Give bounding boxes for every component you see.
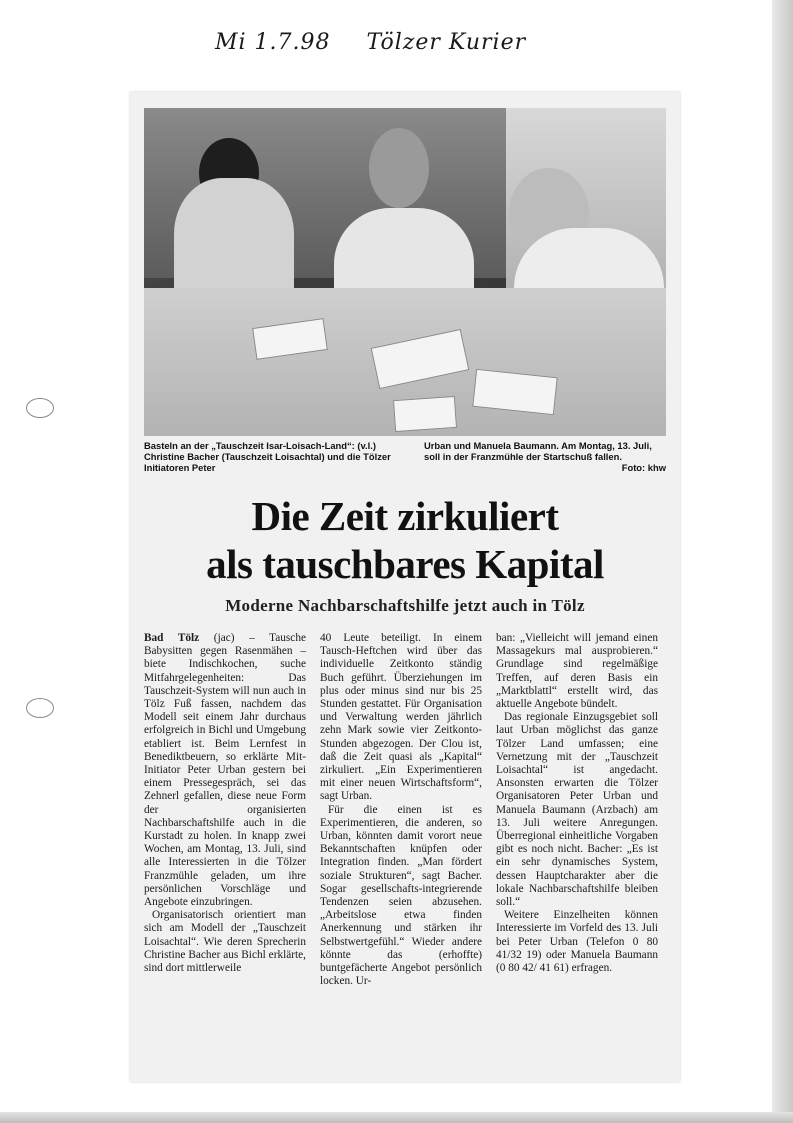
article-subheadline: Moderne Nachbarschaftshilfe jetzt auch in Tölz [225, 596, 585, 615]
paragraph: ban: „Vielleicht will jemand einen Massagekurs mal ausprobieren.“ Grundlage sind regelmäßige Treffen, auf deren Basis ein „Marktblattl“ erstellt wird, das aktuelle Angebote bündelt. [496, 632, 658, 711]
handwritten-note [215, 30, 555, 64]
caption-right-text: Urban und Manuela Baumann. Am Montag, 13. Juli, soll in der Franzmühle der Startschuß fallen. [424, 440, 652, 462]
article-body [144, 632, 658, 1012]
paragraph: Für die einen ist es Experimentieren, die anderen, so Urban, könnten damit vorort neue Bekanntschaften knüpfen oder Integration finden. „Man fördert soziale Strukturen“, sagt Bacher. Sogar gesellschafts-integrierende Tendenzen seien abzusehen. „Arbeitslose etwa finden Anerkennung und stärken ihr Selbstwertgefühl.“ Wieder andere könnte das (erhoffte) buntgefächerte Angebot persönlich locken. Ur- [320, 803, 482, 988]
paragraph-text: (jac) – Tausche Babysitten gegen Rasenmähen – biete Indischkochen, suche Mitfahrgelegenheiten: Das Tauschzeit-System will nun auch in Tölz Fuß fassen, nachdem das Modell seit einem Jahr durchaus erfolgreich in Bichl und Umgebung etabliert ist. Beim Lernfest in Benediktbeuern, so erklärte Mit-Initiator Peter Urban gestern bei einem Pressegespräch, sei das Zehnerl gefallen, diese neue Form der organisierten Nachbarschaftshilfe auch in die Kurstadt zu holen. In knapp zwei Wochen, am Montag, 13. Juli, sind alle Interessierten in die Tölzer Franzmühle geladen, um ihre persönlichen Vorschläge und Angebote einzubringen. [144, 632, 306, 909]
scan-right-edge-shadow [772, 0, 793, 1123]
caption-right [424, 440, 666, 484]
photo-credit: Foto: khw [621, 462, 666, 473]
article-photo [144, 108, 666, 436]
article-column-2 [320, 632, 482, 1012]
headline-line-1: Die Zeit zirkuliert [251, 493, 559, 539]
photo-caption [144, 440, 666, 484]
paragraph [144, 632, 306, 909]
paragraph: Organisatorisch orientiert man sich am Modell der „Tauschzeit Loisachtal“. Wie deren Sprecherin Christine Bacher aus Bichl erklärte, sind dort mittlerweile [144, 909, 306, 975]
paragraph: Weitere Einzelheiten können Interessierte im Vorfeld des 13. Juli bei Peter Urban (Telefon 0 80 41/32 19) oder Manuela Baumann (0 80 42/ 41 61) erfragen. [496, 909, 658, 975]
caption-left: Basteln an der „Tauschzeit Isar-Loisach-Land“: (v.l.) Christine Bacher (Tauschzeit Loisachtal) und die Tölzer Initiatoren Peter [144, 440, 391, 473]
handwritten-date: Mi 1.7.98 [215, 30, 331, 55]
newspaper-clipping [130, 92, 680, 1082]
paragraph: Das regionale Einzugsgebiet soll laut Urban möglichst das ganze Tölzer Land umfassen; eine Vernetzung mit der „Tauschzeit Loisachtal“ ist angedacht. Ansonsten erwarten die Tölzer Organisatoren Peter Urban und Manuela Baumann (Arzbach) am 13. Juli weitere Anregungen. Überregional einheitliche Vorgaben gibt es noch nicht. Bacher: „Es ist ein sehr dynamisches System, dessen Hauptcharakter aber die lokale Nachbarschaftshilfe bleiben soll.“ [496, 711, 658, 909]
article-column-3 [496, 632, 658, 1012]
article-headline [130, 492, 680, 588]
photo-person-middle-head [369, 128, 429, 208]
headline-line-2: als tauschbares Kapital [206, 541, 604, 587]
paragraph: 40 Leute beteiligt. In einem Tausch-Heftchen wird über das individuelle Zeitkonto ständig Buch geführt. Überziehungen im plus oder minus sind nur bis 25 Stunden gestattet. Für Organisation und Verwaltung werden jährlich zehn Mark sowie vier Zeitkonto-Stunden abgezogen. Der Clou ist, daß die Zeit quasi als „Kapital“ zirkuliert. „Ein Experimentieren mit einer neuen Wirtschaftsform“, sagt Urban. [320, 632, 482, 803]
photo-paper [393, 396, 457, 432]
scan-bottom-edge-shadow [0, 1112, 793, 1123]
dateline-place: Bad Tölz [144, 632, 200, 644]
article-column-1 [144, 632, 306, 1012]
punch-hole-upper [26, 398, 54, 418]
handwritten-source: Tölzer Kurier [366, 30, 527, 55]
punch-hole-lower [26, 698, 54, 718]
